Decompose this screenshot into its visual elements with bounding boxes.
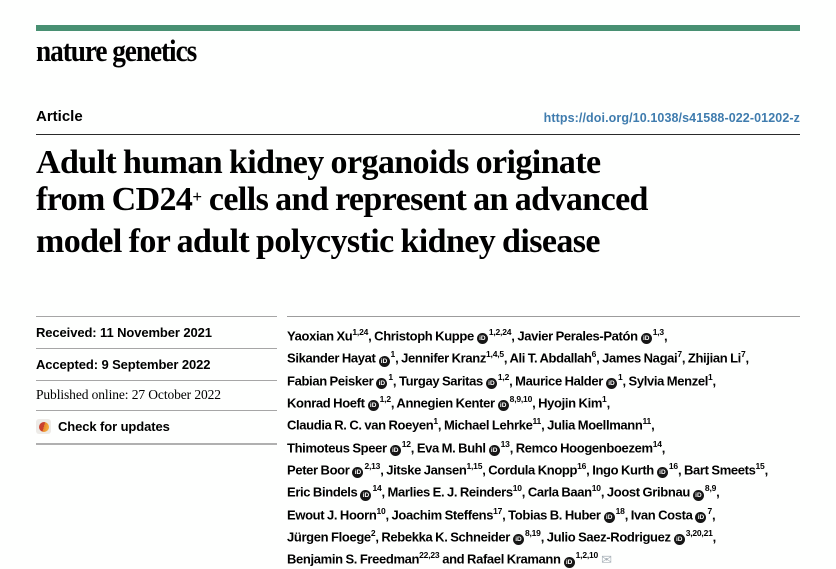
affiliation-superscript: 17 xyxy=(493,505,503,516)
author-name[interactable]: Jennifer Kranz xyxy=(401,350,487,366)
title-line-2 xyxy=(36,181,800,223)
affiliation-superscript: 12 xyxy=(401,438,411,449)
orcid-icon[interactable]: iD xyxy=(390,445,401,456)
author-name[interactable]: Annegien Kenter xyxy=(396,395,495,411)
author-name[interactable]: Jürgen Floege xyxy=(287,529,371,545)
accepted-date xyxy=(36,348,277,380)
affiliation-superscript: 14 xyxy=(652,438,662,449)
affiliation-superscript: 1,2,24 xyxy=(488,327,512,337)
orcid-icon[interactable]: iD xyxy=(352,467,363,478)
author-name[interactable]: James Nagai xyxy=(602,350,678,366)
affiliation-superscript: 16 xyxy=(668,460,678,471)
author-name[interactable]: Michael Lehrke xyxy=(443,417,533,433)
affiliation-superscript: 10 xyxy=(591,483,601,494)
affiliation-superscript: 10 xyxy=(512,483,522,494)
author-line: Jürgen Floege$^2$, Rebekka K. Schneider iD$^{8,19}$, Julio Saez-Rodriguez iD$^{3,20,21}$, xyxy=(287,527,716,545)
author-line: Yaoxian Xu$^{1,24}$, Christoph Kuppe iD$^{1,2,24}$, Javier Perales-Patón iD$^{1,3}$, xyxy=(287,327,668,344)
affiliation-superscript: 1,2,10 xyxy=(575,550,599,561)
orcid-icon[interactable]: iD xyxy=(498,400,509,411)
content-columns xyxy=(36,316,800,569)
author-name[interactable]: Joost Gribnau xyxy=(606,484,690,500)
accepted-date-text: Accepted: 9 September 2022 xyxy=(36,357,211,372)
author-name[interactable]: Ali T. Abdallah xyxy=(509,350,592,366)
affiliation-superscript: 3,20,21 xyxy=(685,527,713,538)
affiliation-superscript: 1,4,5 xyxy=(486,349,504,360)
author-name[interactable]: Thimoteus Speer xyxy=(287,439,387,455)
author-name[interactable]: Turgay Saritas xyxy=(398,372,483,388)
title-line-1: Adult human kidney organoids originate xyxy=(36,144,601,181)
author-name[interactable]: Peter Boor xyxy=(287,462,350,478)
author-line: Claudia R. C. van Roeyen$^1$, Michael Lehrke$^{11}$, Julia Moellmann$^{11}$, xyxy=(287,416,655,433)
orcid-icon[interactable]: iD xyxy=(368,400,379,411)
author-name[interactable]: Maurice Halder xyxy=(515,372,603,388)
author-name[interactable]: Javier Perales-Patón xyxy=(517,328,638,344)
affiliation-superscript: 10 xyxy=(376,505,386,516)
author-line: Fabian Peisker iD$^1$, Turgay Saritas iD$^{1,2}$, Maurice Halder iD$^1$, Sylvia Menzel$^1$, xyxy=(287,371,716,388)
doi-link[interactable]: https://doi.org/10.1038/s41588-022-01202-z xyxy=(543,111,800,125)
orcid-icon[interactable]: iD xyxy=(513,534,524,545)
author-name[interactable]: Marlies E. J. Reinders xyxy=(387,484,513,500)
article-title xyxy=(36,144,800,260)
author-name[interactable]: Tobias B. Huber xyxy=(508,506,601,522)
orcid-icon[interactable]: iD xyxy=(674,534,685,545)
author-name[interactable]: Sylvia Menzel xyxy=(628,372,709,388)
journal-logo[interactable]: nature genetics xyxy=(36,33,197,68)
author-name[interactable]: Eva M. Buhl xyxy=(416,439,486,455)
orcid-icon[interactable]: iD xyxy=(657,467,668,478)
affiliation-superscript: 1 xyxy=(617,371,623,382)
author-name[interactable]: Hyojin Kim xyxy=(538,395,603,411)
affiliation-superscript: 1,2 xyxy=(497,371,510,382)
check-for-updates-label: Check for updates xyxy=(58,419,170,434)
orcid-icon[interactable]: iD xyxy=(489,445,500,456)
orcid-icon[interactable]: iD xyxy=(376,378,387,389)
orcid-icon[interactable]: iD xyxy=(693,490,704,501)
author-name[interactable]: Carla Baan xyxy=(527,484,592,500)
author-name[interactable]: Cordula Knopp xyxy=(488,462,578,478)
email-icon[interactable]: ✉ xyxy=(601,551,612,567)
article-type-label: Article xyxy=(36,108,83,125)
author-line: Sikander Hayat iD$^1$, Jennifer Kranz$^{1,4,5}$, Ali T. Abdallah$^6$, James Nagai$^7$, Zhijian Li$^7$, xyxy=(287,349,749,366)
orcid-icon[interactable]: iD xyxy=(379,356,390,367)
affiliation-superscript: 8,19 xyxy=(524,527,541,538)
title-line-2-pre: from CD24 xyxy=(36,181,193,218)
orcid-icon[interactable]: iD xyxy=(695,512,706,523)
author-name[interactable]: Julia Moellmann xyxy=(547,417,643,433)
author-name[interactable]: Fabian Peisker xyxy=(287,372,374,388)
affiliation-superscript: 11 xyxy=(642,416,652,427)
author-name[interactable]: Eric Bindels xyxy=(287,484,358,500)
author-list xyxy=(287,316,800,569)
crossmark-icon xyxy=(36,419,51,434)
author-name[interactable]: Julio Saez-Rodriguez xyxy=(546,529,671,545)
affiliation-superscript: 11 xyxy=(532,416,542,427)
affiliation-superscript: 1,15 xyxy=(466,460,483,471)
author-line: Eric Bindels iD$^{14}$, Marlies E. J. Reinders$^{10}$, Carla Baan$^{10}$, Joost Gribnau iD$^{8,9}$, xyxy=(287,483,720,500)
journal-header xyxy=(36,25,800,66)
affiliation-superscript: 7 xyxy=(707,505,713,516)
orcid-icon[interactable]: iD xyxy=(564,557,575,568)
received-date xyxy=(36,316,277,348)
affiliation-superscript: 1 xyxy=(708,371,713,382)
affiliation-superscript: 7 xyxy=(677,349,682,360)
published-date xyxy=(36,380,277,410)
affiliation-superscript: 18 xyxy=(615,505,625,516)
author-name[interactable]: Zhijian Li xyxy=(687,350,741,366)
author-line: Ewout J. Hoorn$^{10}$, Joachim Steffens$^{17}$, Tobias B. Huber iD$^{18}$, Ivan Costa iD$^7$, xyxy=(287,505,716,522)
author-name[interactable]: Ingo Kurth xyxy=(592,462,654,478)
author-line: Konrad Hoeft iD$^{1,2}$, Annegien Kenter iD$^{8,9,10}$, Hyojin Kim$^1$, xyxy=(287,393,610,411)
article-page xyxy=(0,25,836,569)
affiliation-superscript: 1,2 xyxy=(379,393,391,404)
affiliation-superscript: 8,9 xyxy=(704,483,717,494)
affiliation-superscript: 14 xyxy=(372,483,382,494)
affiliation-superscript: 1 xyxy=(388,371,393,382)
author-name[interactable]: Remco Hoogenboezem xyxy=(515,439,653,455)
author-line: Peter Boor iD$^{2,13}$, Jitske Jansen$^{1,15}$, Cordula Knopp$^{16}$, Ingo Kurth iD$^{16}$, Bart Smeets$^{15}$, xyxy=(287,460,768,478)
orcid-icon[interactable]: iD xyxy=(360,490,371,501)
article-meta-column xyxy=(36,316,277,569)
affiliation-superscript: 8,9,10 xyxy=(509,393,533,404)
author-name[interactable]: Ivan Costa xyxy=(630,506,693,522)
affiliation-superscript: 1,3 xyxy=(652,327,664,337)
affiliation-superscript: 2,13 xyxy=(364,460,381,471)
title-line-3: model for adult polycystic kidney disease xyxy=(36,223,600,260)
affiliation-superscript: 15 xyxy=(755,460,765,471)
affiliation-superscript: 13 xyxy=(500,438,510,449)
affiliation-superscript: 1 xyxy=(390,349,396,360)
author-name[interactable]: Sikander Hayat xyxy=(287,350,376,366)
author-name[interactable]: Yaoxian Xu xyxy=(287,328,353,344)
journal-accent-bar xyxy=(36,25,800,31)
orcid-icon[interactable]: iD xyxy=(604,512,615,523)
author-name[interactable]: Bart Smeets xyxy=(684,462,756,478)
author-line: Benjamin S. Freedman$^{22,23}$ and Rafael Kramann iD$^{1,2,10}$ ✉ xyxy=(287,550,612,567)
author-name[interactable]: Claudia R. C. van Roeyen xyxy=(287,417,434,433)
author-line: Thimoteus Speer iD$^{12}$, Eva M. Buhl iD$^{13}$, Remco Hoogenboezem$^{14}$, xyxy=(287,438,666,455)
title-superscript-plus: + xyxy=(192,186,203,206)
author-name[interactable]: Rebekka K. Schneider xyxy=(381,529,510,545)
affiliation-superscript: 2 xyxy=(370,527,376,538)
affiliation-superscript: 1 xyxy=(602,393,607,404)
author-name[interactable]: Benjamin S. Freedman xyxy=(287,551,420,567)
affiliation-superscript: 1,24 xyxy=(352,327,369,337)
author-name[interactable]: Christoph Kuppe xyxy=(374,328,474,344)
author-name[interactable]: Joachim Steffens xyxy=(391,506,494,522)
check-for-updates-button[interactable] xyxy=(36,410,277,445)
affiliation-superscript: 6 xyxy=(591,349,597,360)
received-date-text: Received: 11 November 2021 xyxy=(36,325,212,340)
author-name[interactable]: Jitske Jansen xyxy=(386,462,467,478)
orcid-icon[interactable]: iD xyxy=(641,333,652,344)
published-date-text: Published online: 27 October 2022 xyxy=(36,387,221,402)
affiliation-superscript: 22,23 xyxy=(419,550,440,561)
author-name[interactable]: Rafael Kramann xyxy=(467,551,561,567)
orcid-icon[interactable]: iD xyxy=(486,378,497,389)
author-name[interactable]: Konrad Hoeft xyxy=(287,395,365,411)
affiliation-superscript: 1 xyxy=(433,416,438,427)
orcid-icon[interactable]: iD xyxy=(477,333,488,344)
title-line-2-post: cells and represent an advanced xyxy=(202,181,648,218)
affiliation-superscript: 7 xyxy=(740,349,746,360)
author-name[interactable]: Ewout J. Hoorn xyxy=(287,506,377,522)
orcid-icon[interactable]: iD xyxy=(606,378,617,389)
article-doi-row xyxy=(36,108,800,135)
affiliation-superscript: 16 xyxy=(577,460,587,471)
